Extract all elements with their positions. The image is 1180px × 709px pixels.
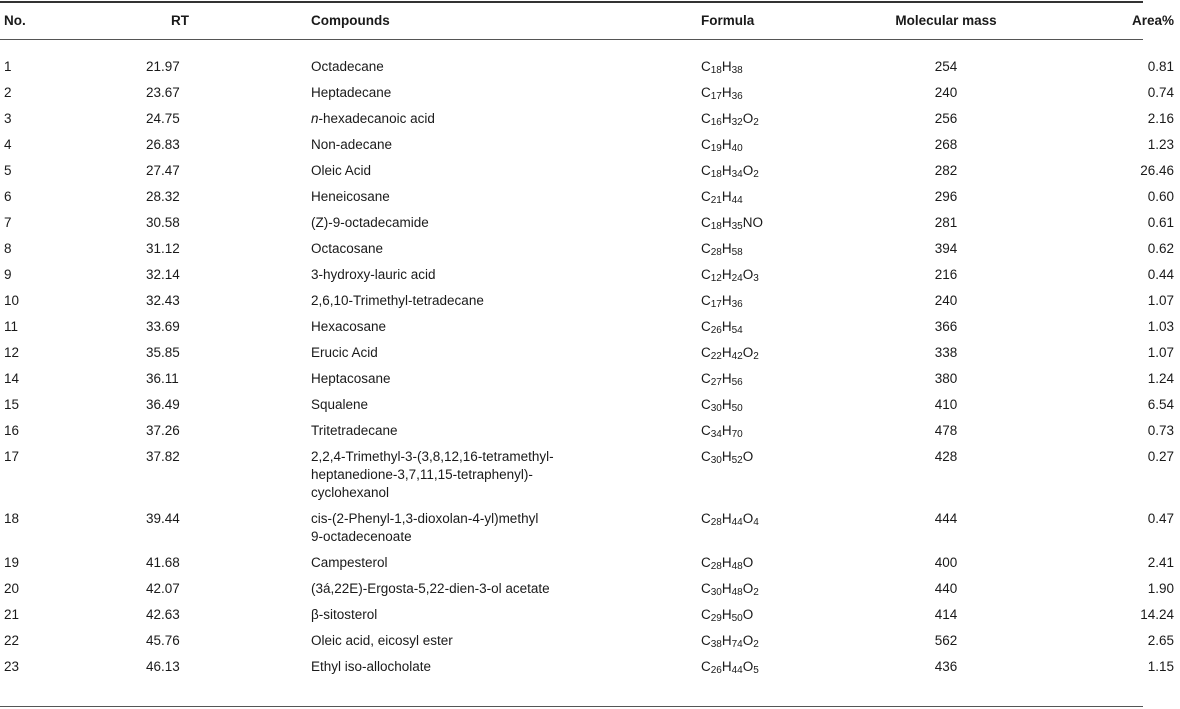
cell-compound: (3á,22E)-Ergosta-5,22-dien-3-ol acetate (311, 581, 550, 596)
cell-rt: 37.26 (146, 423, 180, 438)
cell-no: 7 (4, 215, 12, 230)
table-row (0, 653, 1180, 679)
cell-compound: Octacosane (311, 241, 384, 256)
cell-compound: Campesterol (311, 555, 388, 570)
cell-rt: 36.11 (146, 371, 179, 386)
cell-compound: Tritetradecane (311, 423, 398, 438)
cell-formula: $C_{21}H_{44}$ (701, 189, 743, 206)
cell-formula: $C_{28}H_{58}$ (701, 241, 743, 258)
table-row (0, 79, 1180, 105)
header-rt: RT (171, 12, 189, 28)
cell-compound: 3-hydroxy-lauric acid (311, 267, 436, 282)
table-row (0, 627, 1180, 653)
cell-formula: $C_{26}H_{44}O_5$ (701, 659, 759, 676)
cell-no: 1 (4, 59, 12, 74)
cell-molecular-mass: 428 (934, 449, 958, 464)
table-body (0, 40, 1180, 679)
cell-no: 4 (4, 137, 12, 152)
table-row (0, 391, 1180, 417)
cell-rt: 21.97 (146, 59, 180, 74)
cell-molecular-mass: 440 (934, 581, 958, 596)
cell-formula: $C_{29}H_{50}O$ (701, 607, 754, 624)
cell-formula: $C_{12}H_{24}O_3$ (701, 267, 759, 284)
cell-rt: 39.44 (146, 511, 180, 526)
cell-no: 22 (4, 633, 20, 648)
cell-formula: $C_{27}H_{56}$ (701, 371, 743, 388)
cell-compound: Erucic Acid (311, 345, 378, 360)
table-row (0, 287, 1180, 313)
cell-molecular-mass: 478 (934, 423, 958, 438)
cell-molecular-mass: 296 (934, 189, 958, 204)
cell-molecular-mass: 281 (934, 215, 958, 230)
cell-compound: Heneicosane (311, 189, 390, 204)
cell-molecular-mass: 282 (934, 163, 958, 178)
cell-formula: $C_{26}H_{54}$ (701, 319, 743, 336)
cell-rt: 26.83 (146, 137, 180, 152)
cell-molecular-mass: 410 (934, 397, 958, 412)
cell-no: 6 (4, 189, 12, 204)
cell-molecular-mass: 380 (934, 371, 958, 386)
cell-no: 21 (4, 607, 20, 622)
cell-molecular-mass: 436 (934, 659, 958, 674)
cell-molecular-mass: 254 (934, 59, 958, 74)
cell-no: 19 (4, 555, 20, 570)
table-row (0, 549, 1180, 575)
cell-formula: $C_{18}H_{34}O_2$ (701, 163, 759, 180)
cell-no: 10 (4, 293, 20, 308)
table-row (0, 40, 1180, 79)
cell-no: 12 (4, 345, 20, 360)
cell-area: 26.46 (1140, 163, 1174, 178)
cell-molecular-mass: 240 (934, 293, 958, 308)
compound-name: -hexadecanoic acid (318, 111, 435, 126)
cell-area: 1.07 (1147, 345, 1174, 360)
cell-rt: 24.75 (146, 111, 180, 126)
table-row (0, 365, 1180, 391)
cell-formula: $C_{30}H_{48}O_2$ (701, 581, 759, 598)
table-row (0, 575, 1180, 601)
cell-no: 23 (4, 659, 20, 674)
cell-area: 1.07 (1147, 293, 1174, 308)
cell-rt: 42.63 (146, 607, 180, 622)
cell-rt: 31.12 (146, 241, 180, 256)
cell-area: 1.03 (1147, 319, 1174, 334)
cell-rt: 45.76 (146, 633, 180, 648)
cell-rt: 23.67 (146, 85, 180, 100)
cell-area: 0.47 (1147, 511, 1174, 526)
cell-compound: β-sitosterol (311, 607, 378, 622)
cell-compound: Ethyl iso-allocholate (311, 659, 432, 674)
cell-no: 14 (4, 371, 20, 386)
compound-italic-prefix: n (311, 111, 319, 126)
cell-no: 9 (4, 267, 12, 282)
cell-area: 0.74 (1147, 85, 1174, 100)
cell-rt: 36.49 (146, 397, 180, 412)
header-molecular-mass: Molecular mass (895, 12, 997, 28)
cell-rt: 37.82 (146, 449, 180, 464)
cell-compound: Heptadecane (311, 85, 392, 100)
cell-compound: Non-adecane (311, 137, 393, 152)
cell-formula: $C_{30}H_{50}$ (701, 397, 743, 414)
cell-area: 2.65 (1147, 633, 1174, 648)
cell-no: 20 (4, 581, 20, 596)
cell-molecular-mass: 338 (934, 345, 958, 360)
cell-molecular-mass: 216 (934, 267, 958, 282)
cell-rt: 42.07 (146, 581, 180, 596)
cell-compound (311, 105, 701, 131)
cell-no: 15 (4, 397, 20, 412)
header-compounds: Compounds (311, 12, 390, 28)
cell-formula: $C_{28}H_{44}O_4$ (701, 511, 759, 528)
cell-compound: Oleic Acid (311, 163, 372, 178)
cell-area: 0.44 (1147, 267, 1174, 282)
table-row (0, 261, 1180, 287)
cell-area: 1.24 (1147, 371, 1174, 386)
cell-formula: $C_{18}H_{35}NO$ (701, 215, 763, 232)
table-row (0, 443, 1180, 505)
cell-no: 3 (4, 111, 12, 126)
cell-formula: $C_{18}H_{38}$ (701, 59, 743, 76)
cell-compound: cis-(2-Phenyl-1,3-dioxolan-4-yl)methyl 9-octadecenoate (311, 511, 539, 544)
cell-rt: 32.14 (146, 267, 180, 282)
cell-area: 14.24 (1140, 607, 1174, 622)
cell-compound: 2,6,10-Trimethyl-tetradecane (311, 293, 484, 308)
cell-no: 16 (4, 423, 20, 438)
table-row (0, 209, 1180, 235)
cell-compound: Squalene (311, 397, 369, 412)
cell-molecular-mass: 256 (934, 111, 958, 126)
cell-no: 2 (4, 85, 12, 100)
cell-area: 1.23 (1147, 137, 1174, 152)
cell-rt: 30.58 (146, 215, 180, 230)
header-no: No. (4, 12, 26, 28)
cell-area: 1.90 (1147, 581, 1174, 596)
cell-no: 5 (4, 163, 12, 178)
table-row (0, 105, 1180, 131)
bottom-rule (0, 706, 1143, 707)
header-row (0, 0, 1180, 40)
table-row (0, 235, 1180, 261)
table-row (0, 131, 1180, 157)
cell-rt: 41.68 (146, 555, 180, 570)
cell-compound: 2,2,4-Trimethyl-3-(3,8,12,16-tetramethyl- heptanedione-3,7,11,15-tetraphenyl)- cyclohexanol (311, 449, 554, 500)
cell-molecular-mass: 268 (934, 137, 958, 152)
table-row (0, 157, 1180, 183)
cell-area: 0.62 (1147, 241, 1174, 256)
cell-area: 2.16 (1147, 111, 1174, 126)
table-row (0, 313, 1180, 339)
table-row (0, 417, 1180, 443)
cell-compound: Octadecane (311, 59, 384, 74)
cell-formula: $C_{22}H_{42}O_2$ (701, 345, 759, 362)
cell-no: 8 (4, 241, 12, 256)
cell-formula: $C_{19}H_{40}$ (701, 137, 743, 154)
cell-formula: $C_{17}H_{36}$ (701, 293, 743, 310)
cell-area: 1.15 (1147, 659, 1174, 674)
table-row (0, 183, 1180, 209)
header-area: Area% (1131, 12, 1174, 28)
cell-formula: $C_{28}H_{48}O$ (701, 555, 754, 572)
cell-rt: 46.13 (146, 659, 180, 674)
table-row (0, 601, 1180, 627)
header-formula: Formula (701, 12, 755, 28)
cell-area: 0.73 (1147, 423, 1174, 438)
cell-area: 6.54 (1147, 397, 1174, 412)
cell-molecular-mass: 400 (934, 555, 958, 570)
cell-area: 0.61 (1147, 215, 1174, 230)
cell-compound: (Z)-9-octadecamide (311, 215, 429, 230)
table-row (0, 505, 1180, 549)
cell-rt: 27.47 (146, 163, 180, 178)
cell-molecular-mass: 562 (934, 633, 958, 648)
cell-compound: Heptacosane (311, 371, 391, 386)
cell-molecular-mass: 394 (934, 241, 958, 256)
cell-rt: 28.32 (146, 189, 180, 204)
cell-molecular-mass: 444 (934, 511, 958, 526)
cell-area: 2.41 (1147, 555, 1174, 570)
cell-area: 0.60 (1147, 189, 1174, 204)
cell-no: 17 (4, 449, 20, 464)
cell-formula: $C_{17}H_{36}$ (701, 85, 743, 102)
cell-rt: 32.43 (146, 293, 180, 308)
cell-formula: $C_{34}H_{70}$ (701, 423, 743, 440)
cell-formula: $C_{16}H_{32}O_2$ (701, 111, 759, 128)
cell-no: 11 (4, 319, 19, 334)
cell-molecular-mass: 240 (934, 85, 958, 100)
cell-compound: Hexacosane (311, 319, 387, 334)
cell-formula: $C_{30}H_{52}O$ (701, 449, 754, 466)
cell-rt: 33.69 (146, 319, 180, 334)
cell-molecular-mass: 414 (934, 607, 958, 622)
cell-rt: 35.85 (146, 345, 180, 360)
cell-compound: Oleic acid, eicosyl ester (311, 633, 453, 648)
cell-area: 0.81 (1147, 59, 1174, 74)
cell-formula: $C_{38}H_{74}O_2$ (701, 633, 759, 650)
table-row (0, 339, 1180, 365)
cell-area: 0.27 (1147, 449, 1174, 464)
cell-molecular-mass: 366 (934, 319, 958, 334)
cell-no: 18 (4, 511, 20, 526)
